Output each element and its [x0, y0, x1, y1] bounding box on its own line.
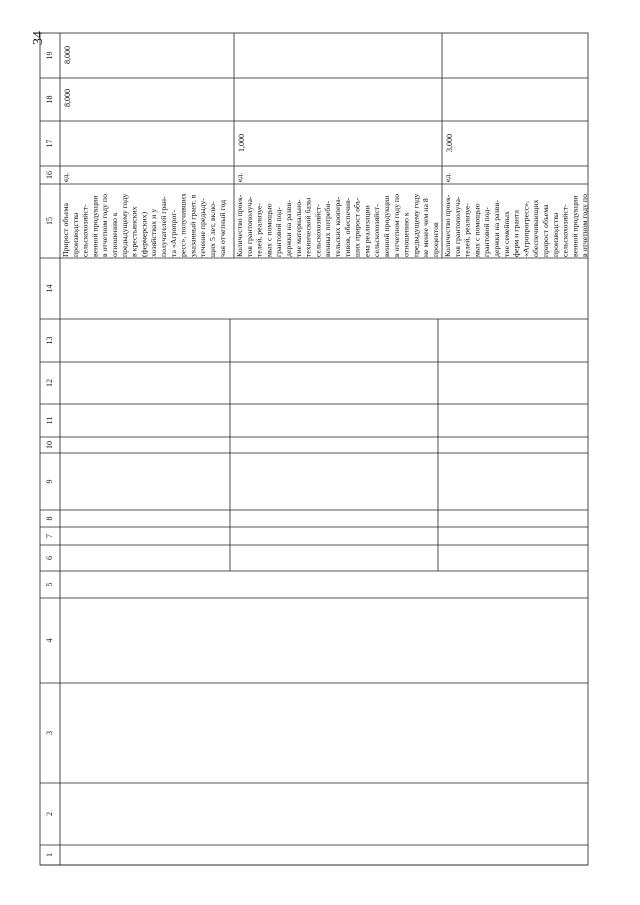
- indicator-line: в отчетном году по: [100, 194, 110, 257]
- indicator-line: тов грантополуча-: [244, 196, 254, 257]
- indicator-line: та «Агропрог-: [168, 209, 178, 257]
- indicator-line: производства: [550, 212, 560, 257]
- indicator-line: сельскохозяйст-: [80, 204, 90, 257]
- column-header-11: 11: [44, 416, 54, 425]
- indicator-line: указанный грант, в: [188, 194, 198, 257]
- indicator-line: венных потреби-: [323, 200, 333, 257]
- column-header-15: 15: [44, 217, 54, 225]
- unit-cell: ед.: [443, 172, 452, 182]
- indicator-line: мых с помощью: [472, 203, 482, 257]
- column-header-8: 8: [44, 516, 54, 521]
- value-cell-19: 8,000: [63, 46, 72, 64]
- indicator-line: венной продукции: [570, 195, 580, 257]
- indicator-line: сельскохозяйст-: [372, 204, 382, 257]
- column-header-16: 16: [44, 171, 54, 179]
- indicator-line: Количество проек-: [443, 194, 452, 257]
- indicator-line: хозяйствах и у: [149, 208, 159, 257]
- indicator-line: держки на разви-: [284, 199, 293, 257]
- column-header-3: 3: [44, 731, 54, 735]
- indicator-line: грантовой под-: [482, 207, 492, 257]
- column-header-17: 17: [44, 139, 54, 148]
- table-frame: [40, 33, 588, 865]
- indicator-line: технической базы: [303, 197, 313, 257]
- indicator-line: телей, реализуе-: [254, 202, 264, 257]
- indicator-line: производства: [70, 212, 80, 257]
- indicator-line: получателей гран-: [159, 196, 168, 257]
- indicator-line: сельскохозяйст-: [560, 204, 570, 257]
- column-header-6: 6: [44, 556, 54, 560]
- table-grid: [40, 33, 588, 865]
- column-header-4: 4: [44, 638, 54, 643]
- indicator-line: «Агропрогресс»,: [521, 200, 531, 257]
- indicator-line: тие семейных: [501, 211, 511, 257]
- indicator-line: чая отчетный год: [217, 199, 227, 257]
- column-header-10: 10: [44, 441, 54, 449]
- indicator-line: в отчетном году по: [391, 194, 401, 257]
- indicator-line: тие материально-: [293, 199, 303, 257]
- indicator-line: ресс», получивших: [178, 193, 188, 257]
- value-cell-17: 3,000: [445, 134, 454, 152]
- indicator-line: венной продукции: [382, 195, 391, 257]
- column-header-2: 2: [44, 812, 54, 816]
- indicator-line: отношению к: [401, 212, 411, 257]
- value-cell-17: 1,000: [237, 134, 246, 152]
- column-header-5: 5: [44, 582, 54, 587]
- indicator-line: грантовой под-: [274, 207, 284, 257]
- column-headers: [45, 52, 54, 858]
- indicator-line: процентов: [431, 222, 440, 257]
- indicator-line: отношению к: [110, 212, 119, 257]
- indicator-line: прирост объема: [541, 204, 550, 257]
- column-header-7: 7: [44, 534, 54, 538]
- value-cell-18: 8,000: [63, 89, 72, 107]
- indicator-line: ших прирост объ-: [352, 197, 362, 257]
- indicator-line: Прирост объема: [61, 202, 70, 257]
- indicator-line: мых с помощью: [264, 203, 274, 257]
- column-header-1: 1: [44, 853, 54, 857]
- unit-cell: ед.: [61, 172, 70, 182]
- column-header-14: 14: [44, 284, 54, 293]
- column-header-12: 12: [44, 379, 54, 387]
- unit-cell: ед.: [235, 172, 244, 182]
- indicator-line: в крестьянских: [129, 206, 139, 257]
- indicator-line: предыдущему году: [411, 193, 421, 257]
- column-header-13: 13: [44, 336, 54, 345]
- indicator-line: сельскохозяйст-: [313, 204, 323, 257]
- indicator-line: тов грантополуча-: [452, 196, 462, 257]
- indicator-line: щих 5 лет, вклю-: [208, 201, 217, 257]
- column-header-18: 18: [44, 95, 54, 104]
- indicator-line: держки на разви-: [492, 199, 501, 257]
- column-header-19: 19: [44, 51, 54, 60]
- indicator-line: венной продукции: [90, 195, 100, 257]
- indicator-line: предыдущему году: [119, 193, 129, 257]
- indicator-line: не менее чем на 8: [421, 198, 431, 257]
- column-header-9: 9: [44, 479, 54, 484]
- indicator-line: ферм и гранта: [511, 210, 521, 257]
- indicator-line: течение предыду-: [198, 198, 208, 257]
- indicator-line: телей, реализуе-: [462, 202, 472, 257]
- indicator-line: ема реализации: [362, 205, 372, 257]
- indicator-line: тельских коопера-: [333, 196, 342, 257]
- indicator-line: Количество проек-: [235, 194, 244, 257]
- indicator-line: обеспечивающих: [531, 199, 541, 257]
- page-number: 34: [31, 31, 46, 45]
- indicator-line: (фермерских): [139, 211, 149, 257]
- indicator-line: в отчетном году по: [580, 194, 590, 257]
- indicator-line: тивов, обеспечив-: [342, 197, 352, 257]
